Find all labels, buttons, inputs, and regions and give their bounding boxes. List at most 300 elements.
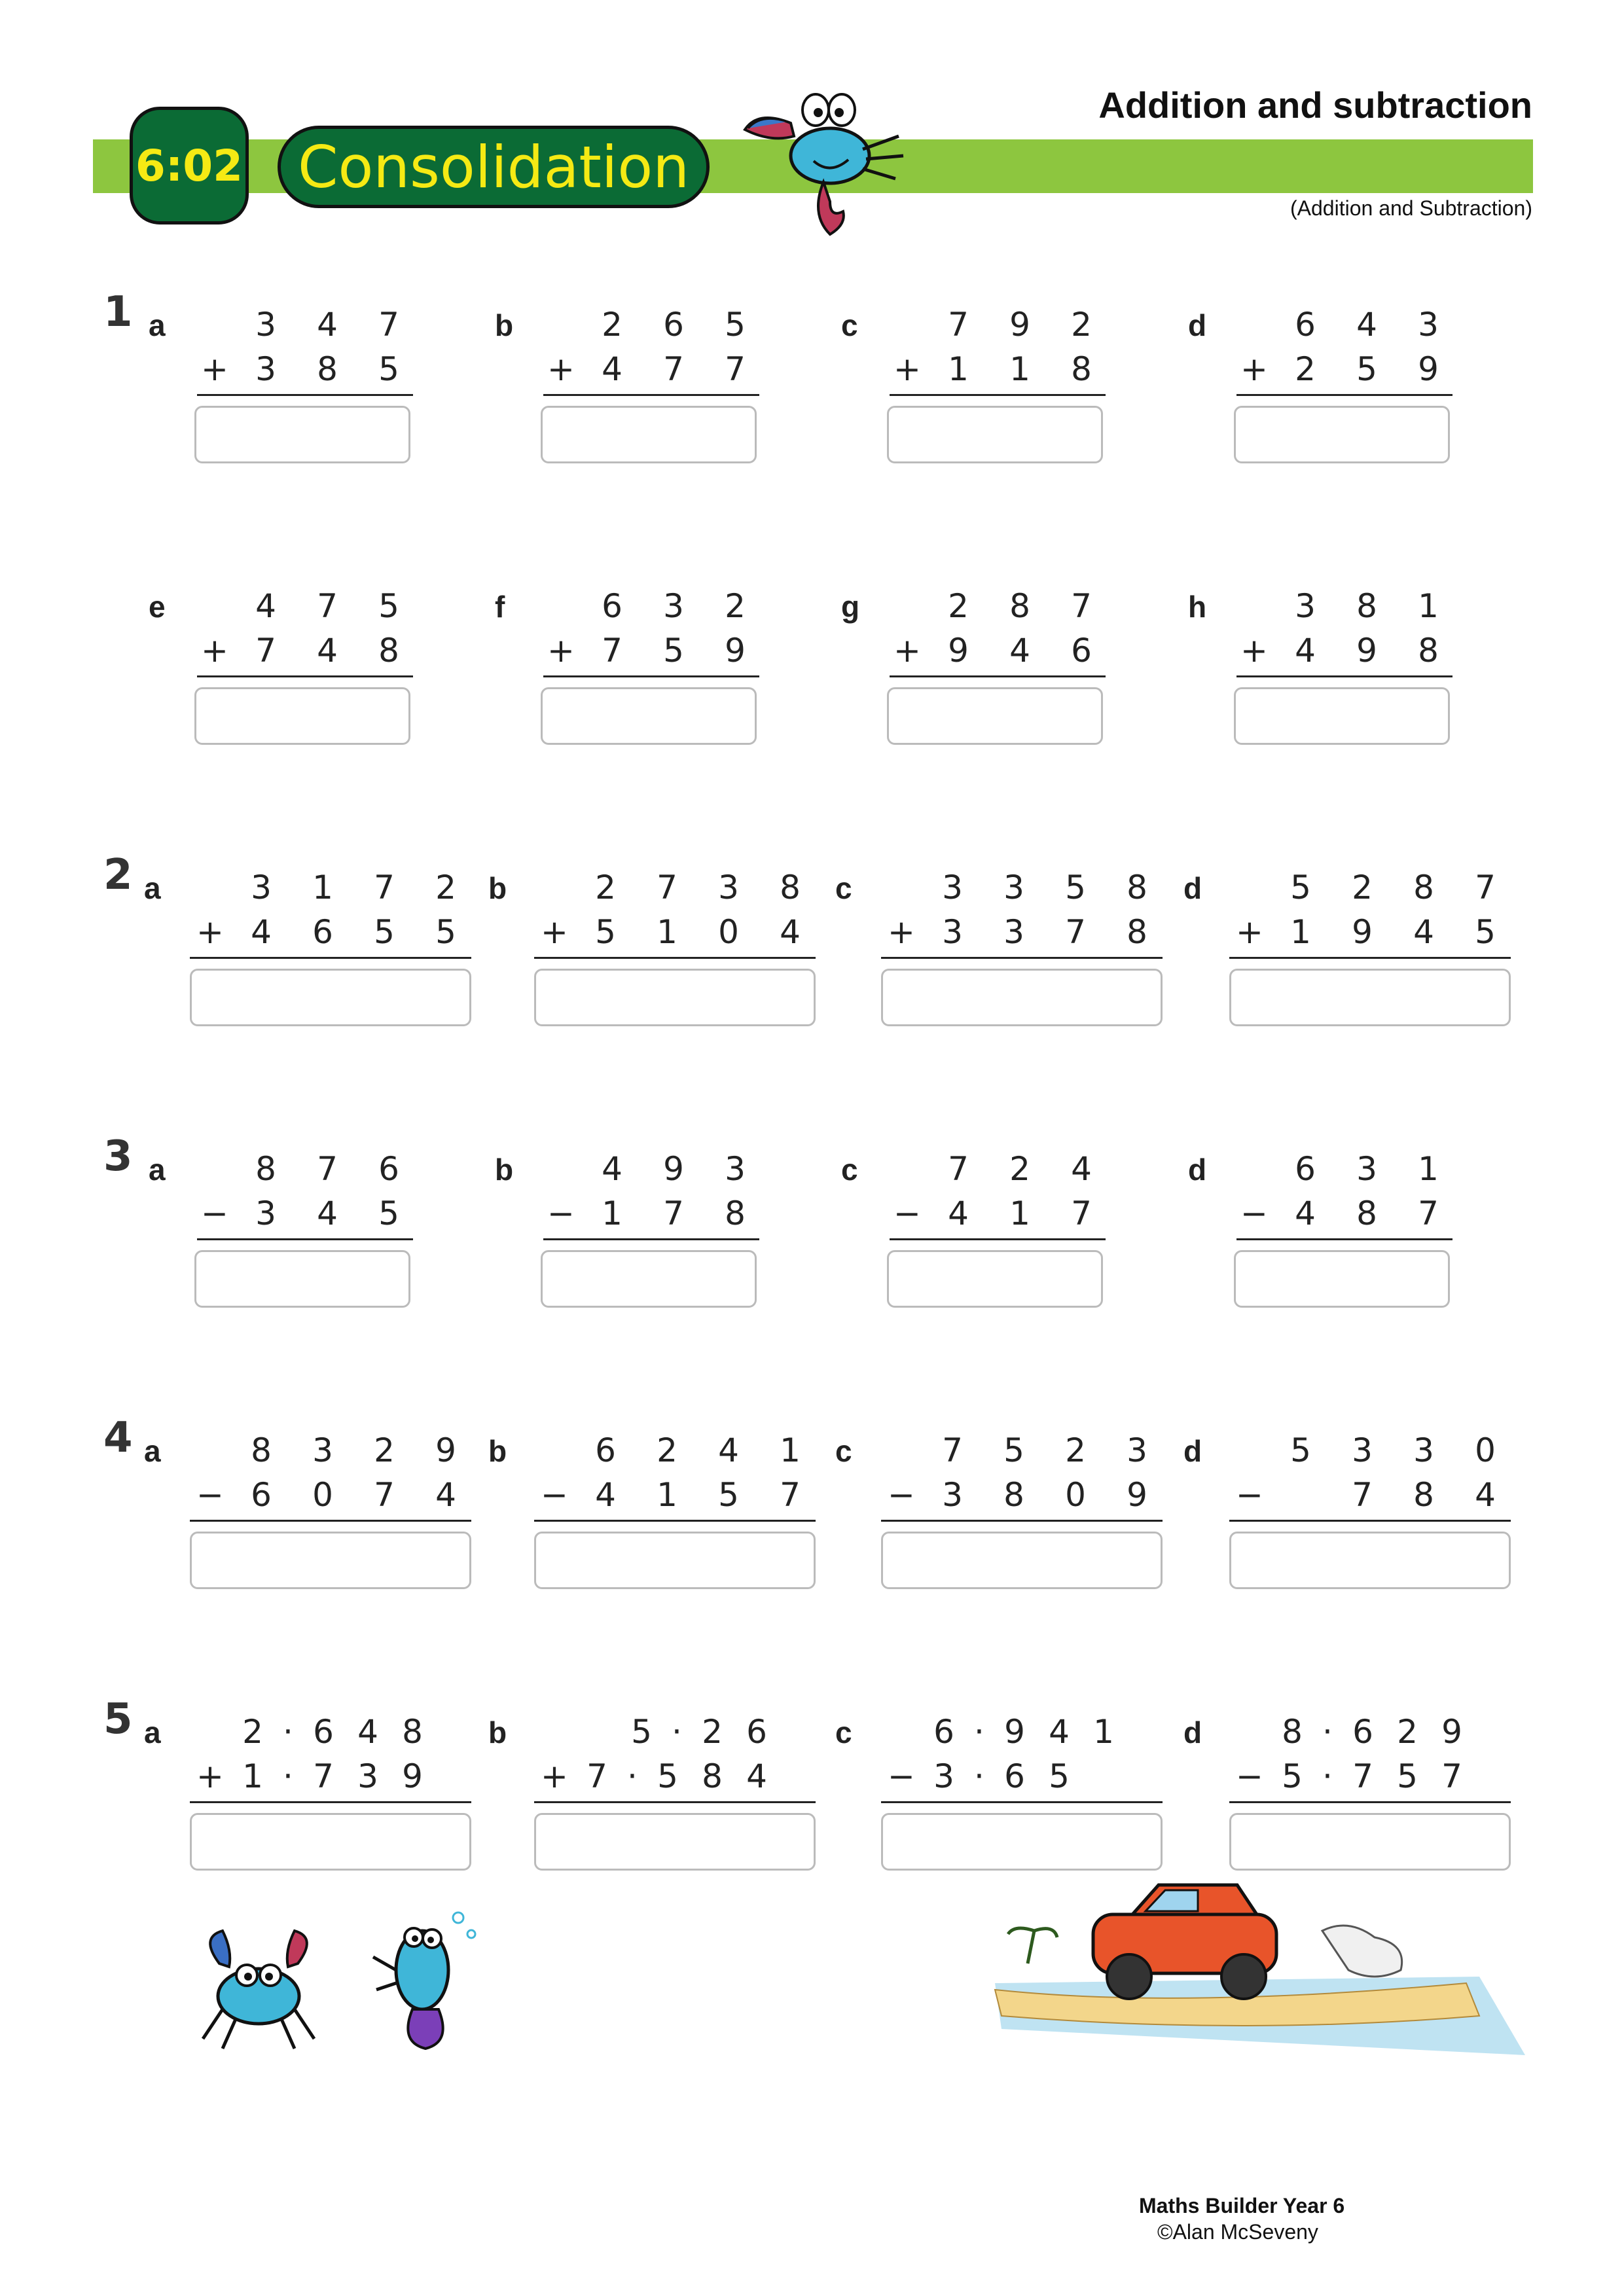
answer-box[interactable] [1229, 1532, 1511, 1589]
digit: 7 [1441, 1757, 1462, 1795]
section-code-badge: 6:02 [130, 107, 249, 224]
answer-box[interactable] [881, 1532, 1163, 1589]
question-number: 2 [103, 851, 133, 899]
digit: 8 [1127, 869, 1147, 906]
question-number: 3 [103, 1132, 133, 1181]
digit: 5 [378, 587, 399, 625]
operand-top [194, 585, 420, 627]
digit: 7 [1352, 1757, 1373, 1795]
operand-bottom [881, 1755, 1126, 1797]
operand-top [541, 585, 766, 627]
digit: 4 [251, 913, 272, 951]
digit: 1 [948, 350, 969, 388]
digit: 4 [317, 632, 338, 670]
operand-top [190, 867, 477, 908]
digit: 3 [255, 1194, 276, 1232]
digit: 9 [663, 1150, 684, 1188]
operand-top [534, 1429, 821, 1471]
digit: 4 [1071, 1150, 1092, 1188]
section-title: Consolidation [278, 126, 710, 208]
operand-bottom [534, 911, 821, 953]
digit: 2 [595, 869, 616, 906]
digit: 8 [780, 869, 801, 906]
digit: 7 [1071, 1194, 1092, 1232]
footer-book-title: Maths Builder Year 6 [1139, 2194, 1345, 2217]
problem-letter: a [149, 308, 166, 342]
decimal-point: · [974, 1757, 984, 1795]
digit: 1 [602, 1194, 623, 1232]
sum-line [190, 1801, 471, 1803]
digit: 6 [595, 1431, 616, 1469]
digit: 3 [251, 869, 272, 906]
operand-bottom [534, 1474, 821, 1516]
digit: 3 [357, 1757, 378, 1795]
operator-sign: − [888, 1476, 915, 1514]
answer-box[interactable] [1229, 1813, 1511, 1871]
sum-line [1229, 957, 1511, 959]
digit: 3 [663, 587, 684, 625]
operand-bottom [1234, 630, 1459, 672]
digit: 5 [1290, 869, 1311, 906]
answer-box[interactable] [881, 969, 1163, 1026]
digit: 1 [1093, 1713, 1114, 1751]
digit: 2 [948, 587, 969, 625]
digit: 3 [1418, 306, 1439, 344]
problem-letter: d [1183, 1434, 1202, 1468]
digit: 8 [1418, 632, 1439, 670]
operand-bottom [194, 1193, 420, 1234]
operand-bottom [541, 1193, 766, 1234]
problem-letter: c [841, 308, 858, 342]
digit: 7 [657, 869, 677, 906]
sum-line [881, 1801, 1163, 1803]
answer-box[interactable] [194, 406, 410, 463]
operand-top [534, 1711, 779, 1753]
sum-line [534, 957, 816, 959]
digit: 6 [933, 1713, 954, 1751]
sum-line [190, 1520, 471, 1522]
operand-top [887, 1148, 1112, 1190]
digit: 4 [718, 1431, 739, 1469]
digit: 9 [1004, 1713, 1025, 1751]
answer-box[interactable] [194, 687, 410, 745]
digit: 2 [374, 1431, 395, 1469]
operand-bottom [887, 1193, 1112, 1234]
digit: 3 [1295, 587, 1316, 625]
digit: 4 [746, 1757, 767, 1795]
digit: 5 [663, 632, 684, 670]
digit: 5 [657, 1757, 678, 1795]
digit: 8 [1413, 869, 1434, 906]
digit: 3 [933, 1757, 954, 1795]
answer-box[interactable] [881, 1813, 1163, 1871]
digit: 5 [1290, 1431, 1311, 1469]
digit: 5 [435, 913, 456, 951]
digit: 9 [1127, 1476, 1147, 1514]
sum-line [197, 675, 413, 677]
operand-bottom [190, 1755, 435, 1797]
answer-box[interactable] [1234, 1250, 1450, 1308]
operand-bottom [1234, 348, 1459, 390]
sum-line [890, 675, 1106, 677]
operand-top [1229, 1711, 1474, 1753]
sum-line [534, 1520, 816, 1522]
digit: 6 [1071, 632, 1092, 670]
digit: 7 [317, 1150, 338, 1188]
topic-title: Addition and subtraction [1098, 84, 1532, 126]
answer-box[interactable] [1234, 687, 1450, 745]
problem-letter: b [495, 1153, 514, 1187]
digit: 9 [1352, 913, 1373, 951]
digit: 5 [1475, 913, 1496, 951]
operand-bottom [887, 630, 1112, 672]
operand-bottom [541, 630, 766, 672]
sum-line [543, 394, 759, 396]
problem-letter: d [1183, 1715, 1202, 1749]
problem-letter: b [495, 308, 514, 342]
digit: 8 [402, 1713, 423, 1751]
digit: 7 [663, 350, 684, 388]
operator-sign: + [1240, 632, 1268, 670]
answer-box[interactable] [190, 969, 471, 1026]
operand-top [887, 304, 1112, 346]
digit: 7 [1071, 587, 1092, 625]
question-number: 1 [103, 288, 133, 336]
answer-box[interactable] [887, 406, 1103, 463]
digit: 1 [1418, 587, 1439, 625]
answer-box[interactable] [541, 687, 757, 745]
digit: 3 [725, 1150, 746, 1188]
operator-sign: + [547, 350, 575, 388]
digit: 3 [942, 913, 963, 951]
digit: 3 [255, 350, 276, 388]
sum-line [190, 957, 471, 959]
digit: 8 [702, 1757, 723, 1795]
digit: 9 [402, 1757, 423, 1795]
digit: 0 [1475, 1431, 1496, 1469]
digit: 5 [1003, 1431, 1024, 1469]
digit: 4 [948, 1194, 969, 1232]
digit: 4 [1475, 1476, 1496, 1514]
digit: 3 [942, 1476, 963, 1514]
digit: 3 [718, 869, 739, 906]
digit: 5 [1356, 350, 1377, 388]
sum-line [1236, 1238, 1453, 1240]
operator-sign: + [541, 913, 568, 951]
problem-letter: d [1183, 871, 1202, 905]
digit: 8 [251, 1431, 272, 1469]
digit: 2 [1352, 869, 1373, 906]
digit: 4 [317, 1194, 338, 1232]
digit: 9 [1418, 350, 1439, 388]
operator-sign: + [888, 913, 915, 951]
digit: 2 [435, 869, 456, 906]
operator-sign: + [547, 632, 575, 670]
sum-line [197, 394, 413, 396]
answer-box[interactable] [887, 1250, 1103, 1308]
digit: 8 [1127, 913, 1147, 951]
operand-top [881, 1429, 1168, 1471]
digit: 4 [1356, 306, 1377, 344]
digit: 1 [657, 913, 677, 951]
digit: 0 [1065, 1476, 1086, 1514]
answer-box[interactable] [887, 687, 1103, 745]
digit: 5 [1065, 869, 1086, 906]
digit: 5 [1049, 1757, 1070, 1795]
digit: 5 [1282, 1757, 1303, 1795]
digit: 5 [1397, 1757, 1418, 1795]
digit: 4 [357, 1713, 378, 1751]
digit: 6 [1004, 1757, 1025, 1795]
operand-top [1234, 1148, 1459, 1190]
digit: 2 [1397, 1713, 1418, 1751]
operator-sign: + [893, 632, 921, 670]
digit: 9 [435, 1431, 456, 1469]
digit: 5 [595, 913, 616, 951]
digit: 7 [942, 1431, 963, 1469]
operator-sign: − [201, 1194, 228, 1232]
digit: 5 [374, 913, 395, 951]
digit: 4 [1413, 913, 1434, 951]
digit: 4 [1295, 1194, 1316, 1232]
digit: 7 [948, 1150, 969, 1188]
decimal-point: · [672, 1713, 682, 1751]
digit: 7 [663, 1194, 684, 1232]
question-number: 4 [103, 1414, 133, 1462]
digit: 7 [255, 632, 276, 670]
problem-letter: c [835, 1434, 852, 1468]
operand-top [1234, 304, 1459, 346]
digit: 7 [378, 306, 399, 344]
operand-bottom [881, 911, 1168, 953]
digit: 5 [378, 350, 399, 388]
problem-letter: a [144, 871, 161, 905]
problem-letter: e [149, 590, 166, 624]
operator-sign: + [541, 1757, 568, 1795]
digit: 2 [242, 1713, 263, 1751]
problem-letter: b [488, 1715, 507, 1749]
digit: 3 [312, 1431, 333, 1469]
sum-line [890, 394, 1106, 396]
digit: 1 [657, 1476, 677, 1514]
digit: 2 [1065, 1431, 1086, 1469]
operand-top [534, 867, 821, 908]
digit: 9 [1009, 306, 1030, 344]
operator-sign: + [1240, 350, 1268, 388]
problem-letter: c [835, 871, 852, 905]
sum-line [1236, 394, 1453, 396]
problem-letter: h [1188, 590, 1207, 624]
digit: 9 [1441, 1713, 1462, 1751]
digit: 5 [631, 1713, 652, 1751]
crab-mascot-icon [732, 84, 922, 244]
digit: 6 [663, 306, 684, 344]
operand-bottom [887, 348, 1112, 390]
operand-bottom [541, 348, 766, 390]
digit: 7 [586, 1757, 607, 1795]
digit: 7 [1418, 1194, 1439, 1232]
answer-box[interactable] [194, 1250, 410, 1308]
digit: 9 [948, 632, 969, 670]
operand-bottom [881, 1474, 1168, 1516]
digit: 3 [1127, 1431, 1147, 1469]
digit: 2 [702, 1713, 723, 1751]
answer-box[interactable] [1234, 406, 1450, 463]
digit: 8 [255, 1150, 276, 1188]
answer-box[interactable] [541, 406, 757, 463]
operator-sign: − [1236, 1757, 1263, 1795]
digit: 8 [1413, 1476, 1434, 1514]
operand-top [1229, 1429, 1516, 1471]
digit: 1 [1290, 913, 1311, 951]
problem-letter: a [149, 1153, 166, 1187]
problem-letter: g [841, 590, 860, 624]
digit: 9 [725, 632, 746, 670]
footer-copyright: ©Alan McSeveny [1157, 2220, 1318, 2244]
digit: 4 [255, 587, 276, 625]
operand-bottom [194, 630, 420, 672]
operand-top [190, 1429, 477, 1471]
operator-sign: + [201, 350, 228, 388]
topic-subtitle: (Addition and Subtraction) [1290, 196, 1532, 220]
digit: 4 [780, 913, 801, 951]
digit: 6 [602, 587, 623, 625]
operand-bottom [190, 911, 477, 953]
operand-top [881, 867, 1168, 908]
digit: 6 [1352, 1713, 1373, 1751]
digit: 4 [1295, 632, 1316, 670]
digit: 1 [1009, 1194, 1030, 1232]
digit: 7 [725, 350, 746, 388]
digit: 7 [1475, 869, 1496, 906]
digit: 1 [312, 869, 333, 906]
digit: 4 [595, 1476, 616, 1514]
operand-bottom [1229, 1474, 1516, 1516]
operator-sign: − [196, 1476, 224, 1514]
sum-line [543, 675, 759, 677]
digit: 7 [948, 306, 969, 344]
decimal-point: · [283, 1713, 293, 1751]
digit: 4 [1009, 632, 1030, 670]
operand-bottom [190, 1474, 477, 1516]
digit: 6 [313, 1713, 334, 1751]
sum-line [1229, 1801, 1511, 1803]
digit: 2 [657, 1431, 677, 1469]
digit: 8 [1071, 350, 1092, 388]
digit: 6 [312, 913, 333, 951]
digit: 7 [1352, 1476, 1373, 1514]
operator-sign: − [547, 1194, 575, 1232]
digit: 8 [1356, 1194, 1377, 1232]
operator-sign: − [541, 1476, 568, 1514]
digit: 6 [378, 1150, 399, 1188]
crab-icon [193, 1924, 324, 2055]
digit: 3 [1003, 869, 1024, 906]
digit: 4 [602, 1150, 623, 1188]
digit: 6 [1295, 306, 1316, 344]
operand-top [541, 1148, 766, 1190]
digit: 1 [242, 1757, 263, 1795]
decimal-point: · [627, 1757, 638, 1795]
operator-sign: − [1236, 1476, 1263, 1514]
operand-bottom [194, 348, 420, 390]
digit: 3 [1003, 913, 1024, 951]
digit: 3 [1352, 1431, 1373, 1469]
sum-line [881, 957, 1163, 959]
answer-box[interactable] [1229, 969, 1511, 1026]
digit: 7 [374, 869, 395, 906]
digit: 8 [317, 350, 338, 388]
problem-letter: b [488, 871, 507, 905]
operand-bottom [1234, 1193, 1459, 1234]
digit: 1 [1418, 1150, 1439, 1188]
digit: 8 [725, 1194, 746, 1232]
answer-box[interactable] [534, 1813, 816, 1871]
operand-top [194, 1148, 420, 1190]
digit: 8 [1009, 587, 1030, 625]
operand-bottom [534, 1755, 779, 1797]
digit: 2 [1295, 350, 1316, 388]
digit: 3 [1356, 1150, 1377, 1188]
digit: 7 [374, 1476, 395, 1514]
digit: 5 [378, 1194, 399, 1232]
digit: 8 [378, 632, 399, 670]
problem-letter: d [1188, 1153, 1207, 1187]
digit: 3 [942, 869, 963, 906]
digit: 1 [780, 1431, 801, 1469]
operand-top [194, 304, 420, 346]
operand-top [541, 304, 766, 346]
operand-top [1229, 867, 1516, 908]
problem-letter: f [495, 590, 505, 624]
operand-top [887, 585, 1112, 627]
digit: 7 [317, 587, 338, 625]
sum-line [197, 1238, 413, 1240]
answer-box[interactable] [541, 1250, 757, 1308]
operator-sign: − [1240, 1194, 1268, 1232]
lobster-icon [367, 1898, 484, 2055]
digit: 7 [602, 632, 623, 670]
digit: 7 [313, 1757, 334, 1795]
answer-box[interactable] [534, 969, 816, 1026]
digit: 2 [725, 587, 746, 625]
operand-top [190, 1711, 435, 1753]
answer-box[interactable] [534, 1532, 816, 1589]
digit: 3 [255, 306, 276, 344]
problem-letter: d [1188, 308, 1207, 342]
answer-box[interactable] [190, 1532, 471, 1589]
decimal-point: · [1322, 1757, 1333, 1795]
sum-line [1229, 1520, 1511, 1522]
answer-box[interactable] [190, 1813, 471, 1871]
operand-top [1234, 585, 1459, 627]
digit: 9 [1356, 632, 1377, 670]
operand-top [881, 1711, 1126, 1753]
digit: 8 [1282, 1713, 1303, 1751]
digit: 6 [251, 1476, 272, 1514]
digit: 0 [312, 1476, 333, 1514]
decimal-point: · [974, 1713, 984, 1751]
operator-sign: − [888, 1757, 915, 1795]
operator-sign: + [196, 913, 224, 951]
digit: 4 [1049, 1713, 1070, 1751]
digit: 1 [1009, 350, 1030, 388]
problem-letter: c [835, 1715, 852, 1749]
digit: 8 [1003, 1476, 1024, 1514]
operator-sign: + [1236, 913, 1263, 951]
car-illustration [982, 1878, 1532, 2075]
sum-line [534, 1801, 816, 1803]
